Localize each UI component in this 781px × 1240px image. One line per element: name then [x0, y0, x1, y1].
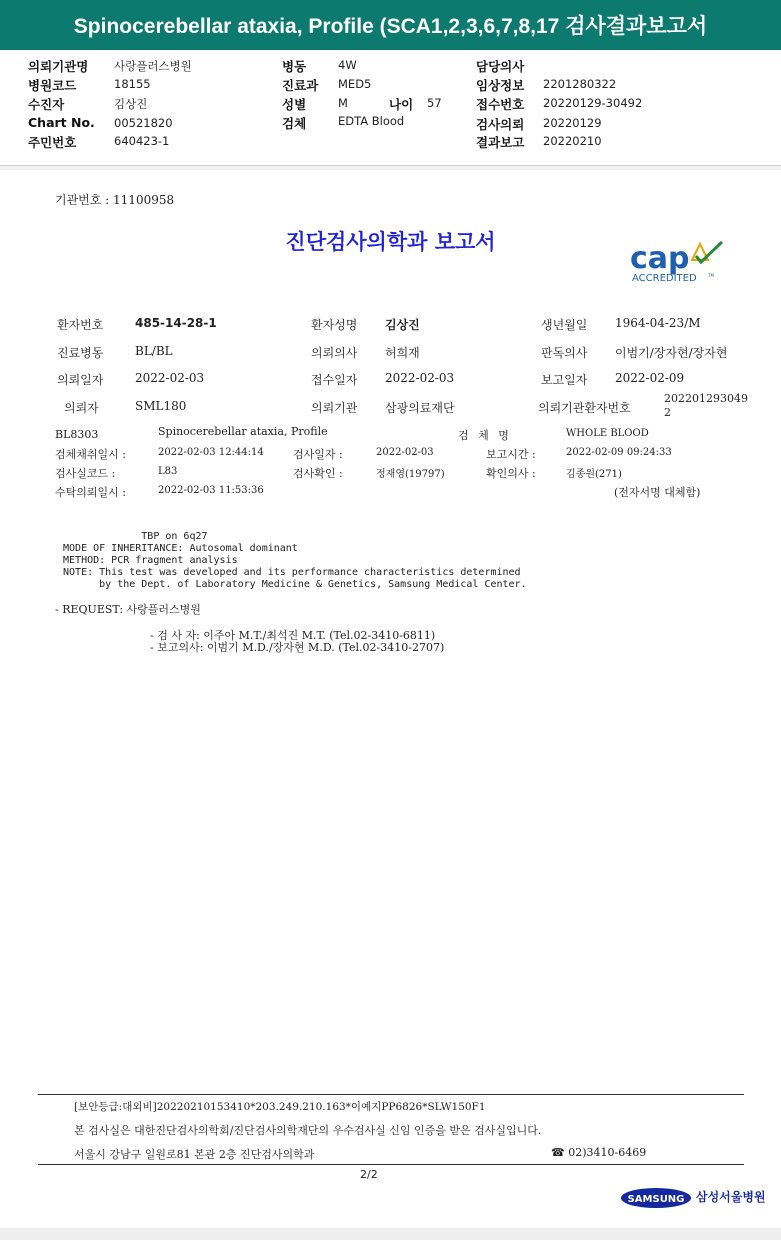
cap-logo-subtext: ACCREDITED — [632, 273, 697, 284]
header-panel — [0, 50, 781, 166]
label-confirm: 검사확인 : — [293, 467, 343, 480]
value-specimen: EDTA Blood — [338, 114, 405, 128]
label-ward: 병동 — [282, 59, 307, 74]
label-req-org: 의뢰기관 — [311, 401, 358, 415]
note-line: NOTE: This test was developed and its performance characteristics determined — [57, 567, 521, 578]
note-line: by the Dept. of Laboratory Medicine & Genetics, Samsung Medical Center. — [57, 579, 527, 590]
hospital-logo-name: 삼성서울병원 — [696, 1190, 766, 1204]
request-line: - REQUEST: 사랑플러스병원 — [55, 603, 201, 616]
footer-bottom-rule — [38, 1164, 744, 1165]
cap-logo-text: cap — [630, 241, 690, 276]
label-rep-date: 보고일자 — [541, 373, 588, 387]
label-doctor: 담당의사 — [476, 59, 525, 74]
header-divider — [0, 166, 781, 170]
label-req-doctor: 의뢰의사 — [311, 346, 358, 360]
value-patient-name: 김상진 — [385, 318, 420, 332]
staff-line: - 검 사 자: 이주아 M.T./최석진 M.T. (Tel.02-3410-6811) — [150, 629, 436, 642]
label-hospital: 의뢰기관명 — [28, 59, 89, 74]
label-specimen: 검체 — [282, 116, 307, 131]
test-code: BL8303 — [55, 428, 99, 441]
label-birth: 생년월일 — [541, 318, 588, 332]
value-requester: SML180 — [135, 399, 187, 413]
value-ward: 4W — [338, 58, 357, 72]
label-patient-name: 환자성명 — [311, 318, 358, 332]
value-reader: 이범기/장자현/장자현 — [615, 346, 728, 360]
label-sex: 성별 — [282, 97, 307, 112]
label-org-patient: 의뢰기관환자번호 — [538, 401, 631, 415]
value-birth: 1964-04-23/M — [615, 316, 701, 330]
value-hospital: 사랑플러스병원 — [114, 59, 192, 73]
label-specimen-name: 검 체 명 — [458, 429, 512, 442]
label-patient: 수진자 — [28, 97, 65, 112]
label-test-date: 검사일자 : — [293, 448, 343, 461]
value-test-date: 2022-02-03 — [376, 447, 434, 458]
value-ward: BL/BL — [135, 344, 173, 358]
cap-accredited-logo — [626, 234, 736, 286]
value-org-patient-2: 2 — [664, 406, 671, 419]
label-collect: 검체채취일시 : — [55, 448, 126, 461]
label-ward: 진료병동 — [57, 346, 104, 360]
title-bar — [0, 0, 781, 50]
label-lab-code: 검사실코드 : — [55, 467, 116, 480]
page-title: Spinocerebellar ataxia, Profile (SCA1,2,3,6,7,8,17 검사결과보고서 — [73, 15, 708, 38]
note-line: MODE OF INHERITANCE: Autosomal dominant — [57, 543, 298, 554]
label-request-date: 검사의뢰 — [476, 117, 525, 132]
cap-logo-tm: TM — [708, 273, 714, 278]
value-confirm: 정재영(19797) — [376, 469, 445, 480]
value-dept: MED5 — [338, 77, 372, 91]
value-chart: 00521820 — [114, 116, 173, 130]
label-receipt-no: 접수번호 — [476, 97, 525, 112]
address-line: 서울시 강남구 일원로81 본관 2층 진단검사의학과 — [74, 1148, 315, 1161]
label-consign: 수탁의뢰일시 : — [55, 486, 126, 499]
value-rec-date: 2022-02-03 — [385, 371, 455, 385]
value-hospital-code: 18155 — [114, 77, 151, 91]
bottom-bar — [0, 1228, 781, 1240]
value-consign: 2022-02-03 11:53:36 — [158, 485, 264, 496]
value-clinical-info: 2201280322 — [543, 77, 617, 91]
institution-number: 기관번호 : 11100958 — [55, 193, 175, 207]
label-confirm-doctor: 확인의사 : — [486, 467, 536, 480]
value-result-date: 20220210 — [543, 134, 602, 148]
samsung-logo-text: SAMSUNG — [627, 1194, 685, 1205]
note-line: METHOD: PCR fragment analysis — [57, 555, 238, 566]
value-patient: 김상진 — [114, 97, 148, 111]
value-req-doctor: 허희재 — [385, 346, 420, 360]
label-result-date: 결과보고 — [476, 135, 525, 150]
value-req-org: 삼광의료재단 — [385, 401, 455, 415]
label-report-time: 보고시간 : — [486, 448, 536, 461]
label-req-date: 의뢰일자 — [57, 373, 104, 387]
value-age: 57 — [427, 96, 442, 110]
value-sex: M — [338, 96, 348, 110]
label-patient-no: 환자번호 — [57, 318, 104, 332]
page-number: 2/2 — [360, 1168, 378, 1181]
footer-top-rule — [38, 1094, 744, 1095]
value-report-time: 2022-02-09 09:24:33 — [566, 447, 672, 458]
value-specimen-name: WHOLE BLOOD — [566, 428, 649, 439]
label-dept: 진료과 — [282, 78, 319, 93]
label-reader: 판독의사 — [541, 346, 588, 360]
value-collect: 2022-02-03 12:44:14 — [158, 447, 264, 458]
label-chart: Chart No. — [28, 115, 95, 130]
esign-note: (전자서명 대체함) — [614, 486, 701, 499]
value-req-date: 2022-02-03 — [135, 371, 205, 385]
phone-line: ☎ 02)3410-6469 — [551, 1146, 647, 1159]
value-org-patient-1: 202201293049 — [664, 392, 748, 405]
security-line: [보안등급:대외비]20220210153410*203.249.210.163*이예지PP6826*SLW150F1 — [74, 1101, 486, 1113]
label-clinical-info: 임상정보 — [476, 78, 525, 93]
value-lab-code: L83 — [158, 466, 178, 477]
value-receipt-no: 20220129-30492 — [543, 96, 643, 110]
value-patient-no: 485-14-28-1 — [135, 316, 217, 330]
test-name: Spinocerebellar ataxia, Profile — [158, 425, 328, 438]
samsung-logo — [620, 1186, 692, 1210]
certification-line: 본 검사실은 대한진단검사의학회/진단검사의학재단의 우수검사실 신임 인증을 받은 검사실입니다. — [74, 1124, 542, 1137]
value-resident-id: 640423-1 — [114, 134, 170, 148]
value-request-date: 20220129 — [543, 116, 602, 130]
value-rep-date: 2022-02-09 — [615, 371, 685, 385]
label-age: 나이 — [389, 97, 414, 112]
label-hospital-code: 병원코드 — [28, 78, 77, 93]
staff-line: - 보고의사: 이범기 M.D./장자현 M.D. (Tel.02-3410-2707) — [150, 641, 445, 654]
label-requester: 의뢰자 — [64, 401, 99, 415]
value-confirm-doctor: 김종원(271) — [566, 469, 622, 480]
report-title: 진단검사의학과 보고서 — [285, 230, 496, 254]
label-rec-date: 접수일자 — [311, 373, 358, 387]
label-resident-id: 주민번호 — [28, 135, 77, 150]
note-line: TBP on 6q27 — [57, 531, 208, 542]
